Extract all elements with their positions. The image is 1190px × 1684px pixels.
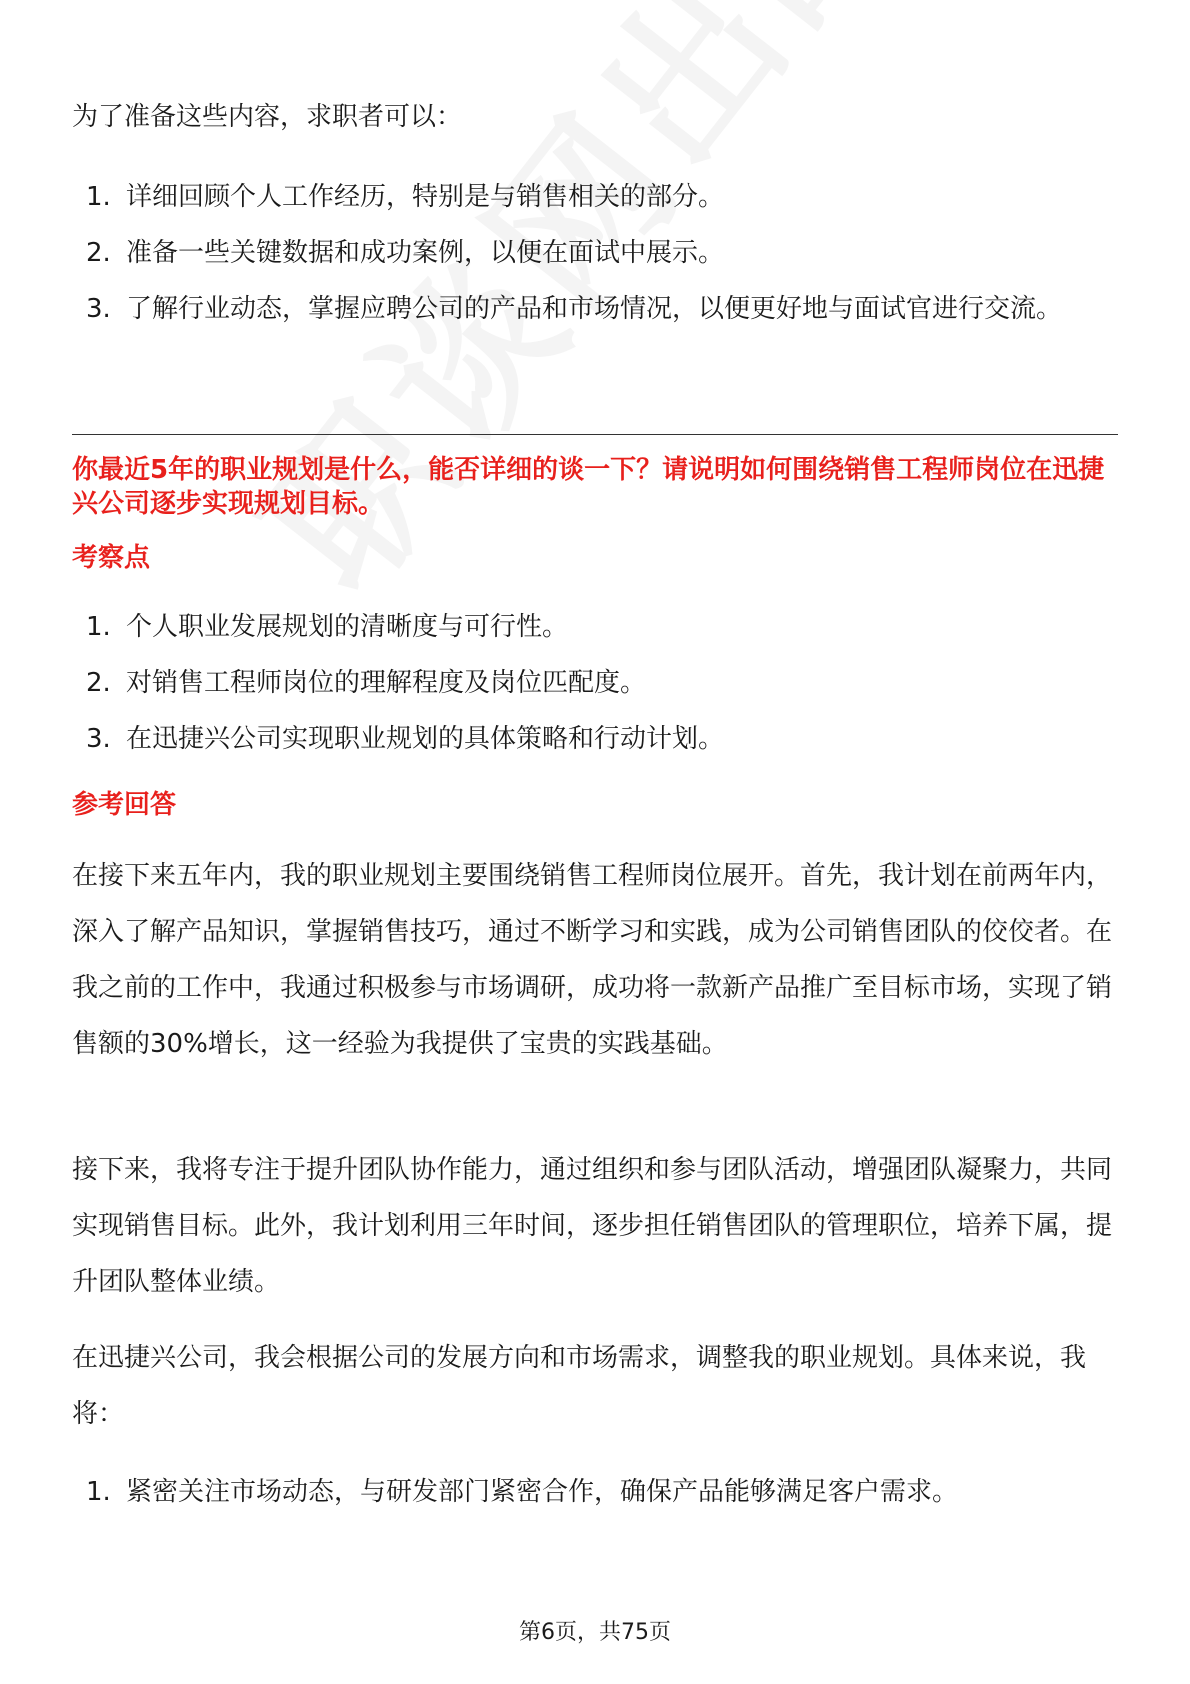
answer-list xyxy=(72,1464,1118,1520)
section-divider xyxy=(72,434,1118,435)
list-number: 1. xyxy=(86,1477,111,1507)
list-item xyxy=(72,169,1118,225)
list-number: 3. xyxy=(86,294,111,324)
list-number: 1. xyxy=(86,612,111,642)
answer-heading: 参考回答 xyxy=(72,790,177,820)
list-item xyxy=(72,599,1118,655)
interview-question: 你最近5年的职业规划是什么，能否详细的谈一下？请说明如何围绕销售工程师岗位在迅捷兴公司逐步实现规划目标。 xyxy=(72,455,1105,519)
list-text: 个人职业发展规划的清晰度与可行性。 xyxy=(126,612,569,642)
list-text: 了解行业动态，掌握应聘公司的产品和市场情况，以便更好地与面试官进行交流。 xyxy=(126,294,1063,324)
intro-paragraph: 为了准备这些内容，求职者可以： xyxy=(72,102,463,132)
list-number: 2. xyxy=(86,668,111,698)
prep-list xyxy=(72,169,1118,337)
list-number: 1. xyxy=(86,182,111,212)
page-number: 第6页，共75页 xyxy=(519,1620,671,1645)
answer-paragraph: 接下来，我将专注于提升团队协作能力，通过组织和参与团队活动，增强团队凝聚力，共同实现销售目标。此外，我计划利用三年时间，逐步担任销售团队的管理职位，培养下属，提升团队整体业绩。 xyxy=(72,1155,1113,1297)
assessment-list xyxy=(72,599,1118,767)
list-item xyxy=(72,711,1118,767)
list-item xyxy=(72,281,1118,337)
list-text: 紧密关注市场动态，与研发部门紧密合作，确保产品能够满足客户需求。 xyxy=(126,1477,959,1507)
list-text: 详细回顾个人工作经历，特别是与销售相关的部分。 xyxy=(126,182,725,212)
list-item xyxy=(72,225,1118,281)
answer-paragraph: 在接下来五年内，我的职业规划主要围绕销售工程师岗位展开。首先，我计划在前两年内，深入了解产品知识，掌握销售技巧，通过不断学习和实践，成为公司销售团队的佼佼者。在我之前的工作中，我通过积极参与市场调研，成功将一款新产品推广至目标市场，实现了销售额的30%增长，这一经验为我提供了宝贵的实践基础。 xyxy=(72,861,1113,1059)
list-number: 2. xyxy=(86,238,111,268)
list-text: 准备一些关键数据和成功案例，以便在面试中展示。 xyxy=(126,238,725,268)
list-text: 在迅捷兴公司实现职业规划的具体策略和行动计划。 xyxy=(126,724,725,754)
assessment-heading: 考察点 xyxy=(72,543,151,573)
list-item xyxy=(72,655,1118,711)
list-item xyxy=(72,1464,1118,1520)
list-number: 3. xyxy=(86,724,111,754)
answer-paragraph: 在迅捷兴公司，我会根据公司的发展方向和市场需求，调整我的职业规划。具体来说，我将： xyxy=(72,1343,1087,1429)
list-text: 对销售工程师岗位的理解程度及岗位匹配度。 xyxy=(126,668,647,698)
